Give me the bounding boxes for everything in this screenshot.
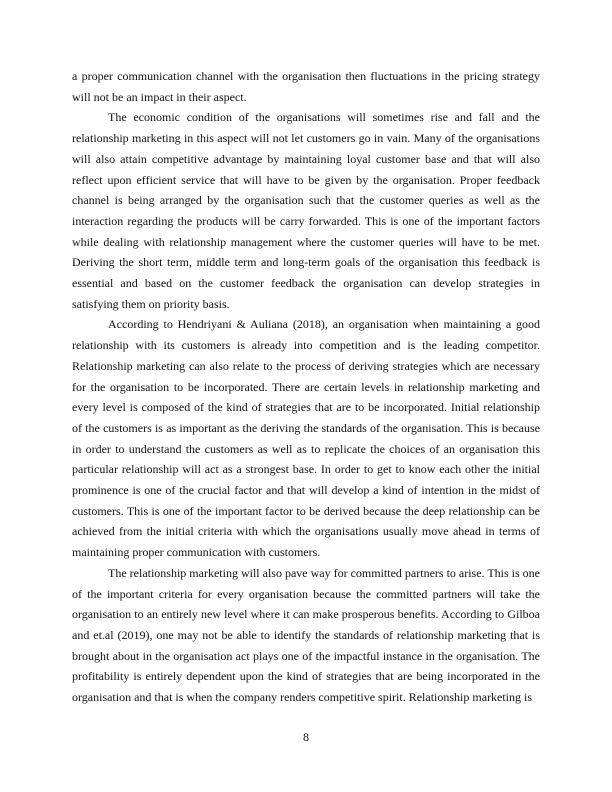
page-number: 8 — [303, 730, 309, 744]
paragraph-continuation: a proper communication channel with the organisation then fluctuations in the pricing strategy will not be an impact in their aspect. — [72, 69, 540, 104]
paragraph-hendriyani-auliana: According to Hendriyani & Auliana (2018), an organisation when maintaining a good relationship with its customers is already into competition and is the leading competitor. Relationship marketing can also relate to the process of deriving strategies which are necessary for the organisation to be incorporated. There are certain levels in relationship marketing and every level is composed of the kind of strategies that are to be incorporated. Initial relationship of the customers is as important as the deriving the standards of the organisation. This is because in order to understand the customers as well as to replicate the choices of an organisation this particular relationship will act as a strongest base. In order to get to know each other the initial prominence is one of the crucial factor and that will develop a kind of intention in the midst of customers. This is one of the important factor to be derived because the deep relationship can be achieved from the initial criteria with which the organisations usually move ahead in terms of maintaining proper communication with customers. — [72, 317, 540, 560]
paragraph-committed-partners: The relationship marketing will also pave way for committed partners to arise. This is one of the important criteria for every organisation because the committed partners will take the organisation to an entirely new level where it can make prosperous benefits. According to Gilboa and et.al (2019), one may not be able to identify the standards of relationship marketing that is brought about in the organisation act plays one of the impactful instance in the organisation. The profitability is entirely dependent upon the kind of strategies that are being incorporated in the organisation and that is when the company renders competitive spirit. Relationship marketing is — [72, 565, 540, 705]
body-text — [72, 66, 540, 708]
paragraph-economic-condition: The economic condition of the organisations will sometimes rise and fall and the relationship marketing in this aspect will not let customers go in vain. Many of the organisations will also attain competitive advantage by maintaining loyal customer base and that will also reflect upon efficient service that will have to be given by the organisation. Proper feedback channel is being arranged by the organisation such that the customer queries as well as the interaction regarding the products will be carry forwarded. This is one of the important factors while dealing with relationship management where the customer queries will have to be met. Deriving the short term, middle term and long-term goals of the organisation this feedback is essential and based on the customer feedback the organisation can develop strategies in satisfying them on priority basis. — [72, 110, 540, 311]
